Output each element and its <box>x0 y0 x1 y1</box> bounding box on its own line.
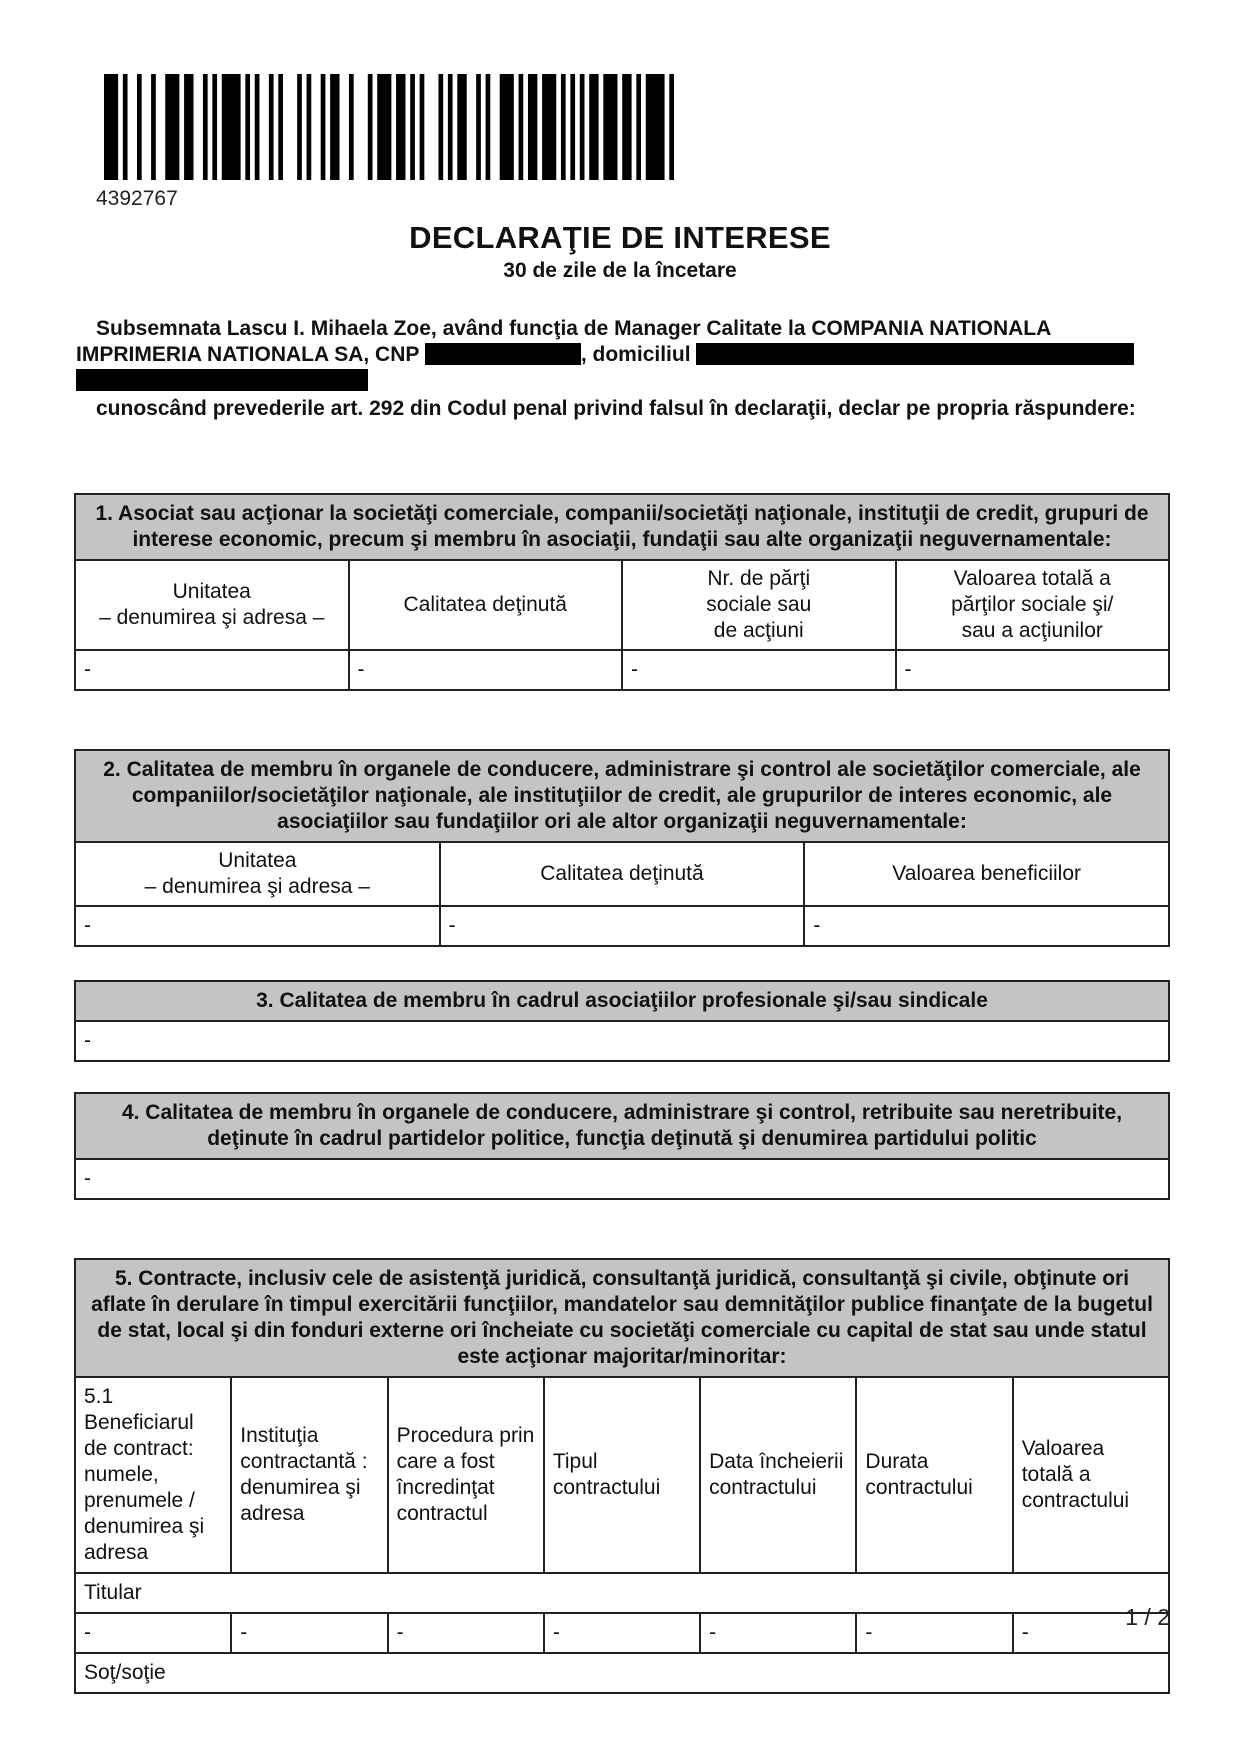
barcode-bar <box>123 74 128 180</box>
barcode-bar <box>151 74 156 180</box>
s5-col-date: Data încheierii contractului <box>700 1377 856 1573</box>
declarant-text: Subsemnata Lascu I. Mihaela Zoe, având funcţia de Manager Calitate la COMPANIA NATIONALA IMPRIMERIA NATIONALA SA, CNP <box>76 317 1051 366</box>
barcode-bar <box>104 74 118 180</box>
barcode <box>104 74 674 180</box>
barcode-bar <box>448 74 453 180</box>
barcode-bar <box>321 74 326 180</box>
s5-col-institution: Instituţia contractantă : denumirea şi adresa <box>231 1377 387 1573</box>
barcode-bar <box>330 74 339 180</box>
barcode-bar <box>528 74 537 180</box>
barcode-bar <box>561 74 566 180</box>
barcode-bar <box>476 74 481 180</box>
barcode-bar <box>297 74 302 180</box>
barcode-bar <box>184 74 193 180</box>
s5-col-type: Tipul contractului <box>544 1377 700 1573</box>
table-row: - - - - - - - <box>75 1613 1169 1653</box>
barcode-bar <box>457 74 466 180</box>
barcode-bar <box>669 74 674 180</box>
redacted-domicile <box>696 343 1134 365</box>
legal-acknowledgement: cunoscând prevederile art. 292 din Codul penal privind falsul în declaraţii, declar pe propria răspundere: <box>96 397 1136 420</box>
s5-col-beneficiary: 5.1 Beneficiarul de contract: numele, prenumele / denumirea şi adresa <box>75 1377 231 1573</box>
barcode-bar <box>519 74 524 180</box>
barcode-bar <box>269 74 274 180</box>
s1-col-value: Valoarea totală a părţilor sociale şi/ sau a acţiunilor <box>896 560 1170 650</box>
s1-col-shares: Nr. de părţi sociale sau de acţiuni <box>622 560 896 650</box>
barcode-bar <box>349 74 354 180</box>
section-1-title: 1. Asociat sau acţionar la societăţi comerciale, companii/societăţi naţionale, instituţii de credit, grupuri de interese economic, precum şi membru în asociaţii, fundaţii sau alte organizaţii neguvernamentale: <box>75 494 1169 560</box>
barcode-bar <box>278 74 283 180</box>
barcode-bar <box>500 74 514 180</box>
table-row: - - - - <box>75 650 1169 690</box>
barcode-bar <box>307 74 312 180</box>
barcode-bar <box>245 74 250 180</box>
barcode-bar <box>636 74 641 180</box>
table-row: - <box>75 1021 1169 1061</box>
barcode-bar <box>410 74 415 180</box>
barcode-bar <box>486 74 491 180</box>
barcode-bar <box>203 74 208 180</box>
section-2-title: 2. Calitatea de membru în organele de conducere, administrare şi control ale societăţilor comerciale, ale companiilor/societăţilor naţionale, ale instituţiilor de credit, ale grupurilor de interes economic, ale asociaţiilor sau fundaţiilor ori ale altor organizaţii neguvernamentale: <box>75 750 1169 842</box>
s2-col-unit: Unitatea – denumirea şi adresa – <box>75 842 440 906</box>
section-4-title: 4. Calitatea de membru în organele de conducere, administrare şi control, retribuite sau neretribuite, deţinute în cadrul partidelor politice, funcţia deţinută şi denumirea partidului politic <box>75 1093 1169 1159</box>
s5-col-procedure: Procedura prin care a fost încredinţat contractul <box>388 1377 544 1573</box>
s2-col-role: Calitatea deţinută <box>440 842 805 906</box>
barcode-bar <box>368 74 373 180</box>
barcode-bar <box>377 74 391 180</box>
redacted-cnp <box>425 343 581 365</box>
barcode-bar <box>622 74 631 180</box>
domicile-label: , domiciliul <box>580 343 691 366</box>
barcode-bar <box>420 74 425 180</box>
section-3-title: 3. Calitatea de membru în cadrul asociaţiilor profesionale şi/sau sindicale <box>75 981 1169 1021</box>
redacted-domicile-cont <box>76 369 368 391</box>
section-3-table <box>74 980 1170 1062</box>
barcode-bar <box>603 74 617 180</box>
section-1-table <box>74 493 1170 691</box>
barcode-bar <box>212 74 217 180</box>
titular-row: Titular <box>75 1573 1169 1613</box>
barcode-bar <box>542 74 556 180</box>
s1-col-role: Calitatea deţinută <box>349 560 623 650</box>
barcode-bar <box>165 74 179 180</box>
barcode-bar <box>396 74 405 180</box>
section-4-table <box>74 1092 1170 1200</box>
barcode-bar <box>589 74 598 180</box>
barcode-bar <box>137 74 142 180</box>
section-5-table <box>74 1258 1170 1694</box>
barcode-number: 4392767 <box>96 187 178 210</box>
page-number: 1 / 2 <box>1125 1604 1170 1630</box>
barcode-bar <box>438 74 443 180</box>
barcode-bar <box>255 74 260 180</box>
s1-col-unit: Unitatea – denumirea şi adresa – <box>75 560 349 650</box>
barcode-bar <box>222 74 241 180</box>
barcode-bar <box>646 74 665 180</box>
s5-col-value: Valoarea totală a contractului <box>1013 1377 1169 1573</box>
table-row: - - - <box>75 906 1169 946</box>
barcode-bar <box>580 74 585 180</box>
document-subtitle: 30 de zile de la încetare <box>503 259 737 282</box>
section-5-title: 5. Contracte, inclusiv cele de asistenţă juridică, consultanţă juridică, consultanţă şi civile, obţinute ori aflate în derulare în timpul exercitării funcţiilor, mandatelor sau demnităţilor publice finanţate de la bugetul de stat, local şi din fonduri externe ori încheiate cu societăţi comerciale cu capital de stat sau unde statul este acţionar majoritar/minoritar: <box>75 1259 1169 1377</box>
table-row: - <box>75 1159 1169 1199</box>
s2-col-benefits: Valoarea beneficiilor <box>804 842 1169 906</box>
document-title: DECLARAŢIE DE INTERESE <box>409 220 831 255</box>
spouse-row: Soţ/soţie <box>75 1653 1169 1693</box>
declarant-statement <box>76 316 1166 394</box>
barcode-bar <box>570 74 575 180</box>
s5-col-duration: Durata contractului <box>856 1377 1012 1573</box>
section-2-table <box>74 749 1170 947</box>
